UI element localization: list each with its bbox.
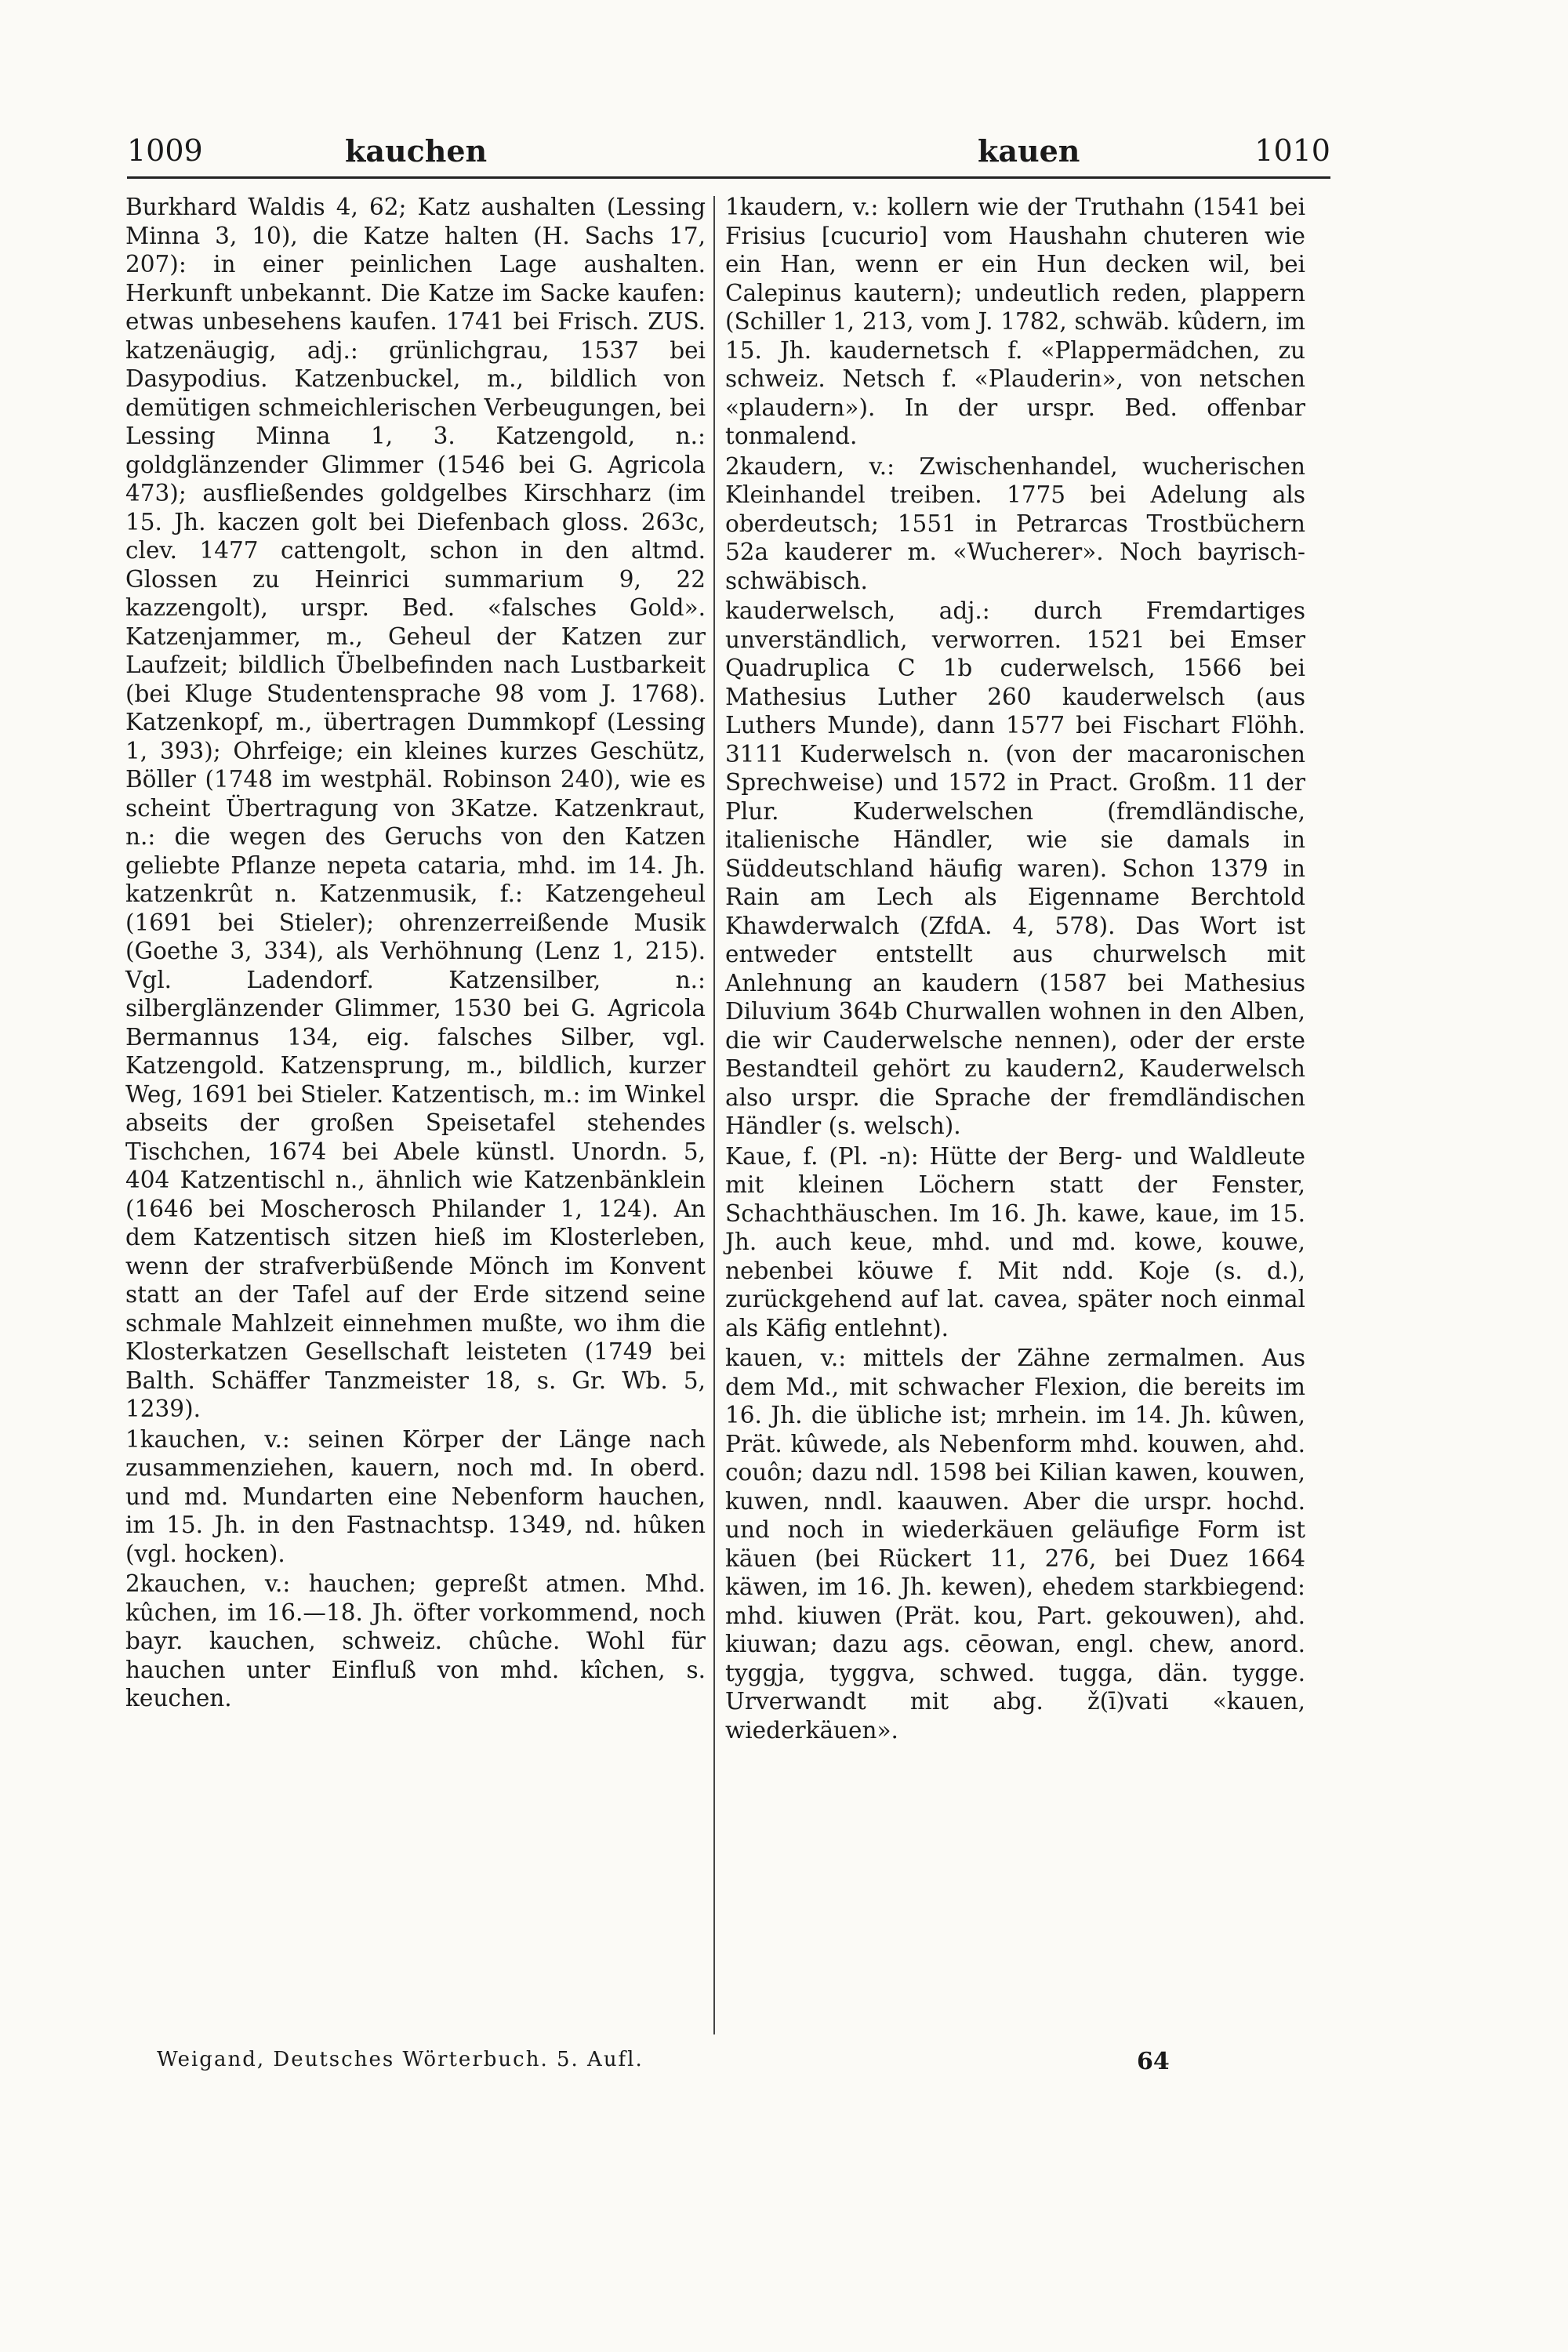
entry-kauen: kauen, v.: mittels der Zähne zermalmen. Aus dem Md., mit schwacher Flexion, die bereits im 16. Jh. die übliche ist; mrhein. im 14. Jh. kûwen, Prät. kûwede, als Nebenform mhd. kouwen, ahd. couôn; dazu ndl. 1598 bei Kilian kawen, kouwen, kuwen, nndl. kaauwen. Aber die urspr. hochd. und noch in wiederkäuen geläufige Form ist käuen (bei Rückert 11, 276, bei Duez 1664 käwen, im 16. Jh. kewen), ehedem starkbiegend: mhd. kiuwen (Prät. kou, Part. gekouwen), ahd. kiuwan; dazu ags. cēowan, engl. chew, anord. tyggja, tyggva, schwed. tugga, dän. tygge. Urverwandt mit abg. ž(ī)vati «kauen, wiederkäuen». xyxy=(725,1345,1305,1744)
right-column xyxy=(725,193,1305,1744)
entry-kauchen-1: 1kauchen, v.: seinen Körper der Länge nach zusammenziehen, kauern, noch md. In oberd. und md. Mundarten eine Nebenform hauchen, im 15. Jh. in den Fastnachtsp. 1349, nd. hûken (vgl. hocken). xyxy=(125,1425,706,1567)
column-divider xyxy=(713,196,715,2034)
header-keyword-left: kauchen xyxy=(345,133,488,169)
footer-signature: 64 xyxy=(1137,2048,1170,2075)
header-keyword-right: kauen xyxy=(978,133,1080,169)
footer-source: Weigand, Deutsches Wörterbuch. 5. Aufl. xyxy=(157,2048,644,2071)
entry-kauchen-2: 2kauchen, v.: hauchen; gepreßt atmen. Mhd. kûchen, im 16.—18. Jh. öfter vorkommend, noch bayr. kauchen, schweiz. chûche. Wohl für hauchen unter Einfluß von mhd. kîchen, s. keuchen. xyxy=(125,1570,706,1711)
page-number-left: 1009 xyxy=(127,133,203,168)
entry-kauderwelsch: kauderwelsch, adj.: durch Fremdartiges unverständlich, verworren. 1521 bei Emser Quadruplica C 1b cuderwelsch, 1566 bei Mathesius Luther 260 kauderwelsch (aus Luthers Munde), dann 1577 bei Fischart Flöhh. 3111 Kuderwelsch n. (von der macaronischen Sprechweise) und 1572 in Pract. Großm. 11 der Plur. Kuderwelschen (fremdländische, italienische Händler, wie sie damals in Süddeutschland häufig waren). Schon 1379 in Rain am Lech als Eigenname Berchtold Khawderwalch (ZfdA. 4, 578). Das Wort ist entweder entstellt aus churwelsch mit Anlehnung an kaudern (1587 bei Mathesius Diluvium 364b Churwallen wohnen in den Alben, die wir Cauderwelsche nennen), oder der erste Bestandteil gehört zu kaudern2, Kauderwelsch also urspr. die Sprache der fremdländischen Händler (s. welsch). xyxy=(725,597,1305,1139)
entry-katze-continuation: Burkhard Waldis 4, 62; Katz aushalten (Lessing Minna 3, 10), die Katze halten (H. Sachs 17, 207): in einer peinlichen Lage aushalten. Herkunft unbekannt. Die Katze im Sacke kaufen: etwas unbesehens kaufen. 1741 bei Frisch. ZUS. katzenäugig, adj.: grünlichgrau, 1537 bei Dasypodius. Katzenbuckel, m., bildlich von demütigen schmeichlerischen Verbeugungen, bei Lessing Minna 1, 3. Katzengold, n.: goldglänzender Glimmer (1546 bei G. Agricola 473); ausfließendes goldgelbes Kirschharz (im 15. Jh. kaczen golt bei Diefenbach gloss. 263c, clev. 1477 cattengolt, schon in den altmd. Glossen zu Heinrici summarium 9, 22 kazzengolt), urspr. Bed. «falsches Gold». Katzenjammer, m., Geheul der Katzen zur Laufzeit; bildlich Übelbefinden nach Lustbarkeit (bei Kluge Studentensprache 98 vom J. 1768). Katzenkopf, m., übertragen Dummkopf (Lessing 1, 393); Ohrfeige; ein kleines kurzes Geschütz, Böller (1748 im westphäl. Robinson 240), wie es scheint Übertragung von 3Katze. Katzenkraut, n.: die wegen des Geruchs von den Katzen geliebte Pflanze nepeta cataria, mhd. im 14. Jh. katzenkrût n. Katzenmusik, f.: Katzengeheul (1691 bei Stieler); ohrenzerreißende Musik (Goethe 3, 334), als Verhöhnung (Lenz 1, 215). Vgl. Ladendorf. Katzensilber, n.: silberglänzender Glimmer, 1530 bei G. Agricola Bermannus 134, eig. falsches Silber, vgl. Katzengold. Katzensprung, m., bildlich, kurzer Weg, 1691 bei Stieler. Katzentisch, m.: im Winkel abseits der großen Speisetafel stehendes Tischchen, 1674 bei Abele künstl. Unordn. 5, 404 Katzentischl n., ähnlich wie Katzenbänklein (1646 bei Moscherosch Philander 1, 124). An dem Katzentisch sitzen hieß im Klosterleben, wenn der strafverbüßende Mönch im Konvent statt an der Tafel auf der Erde sitzend seine schmale Mahlzeit einnehmen mußte, wo ihm die Klosterkatzen Gesellschaft leisteten (1749 bei Balth. Schäffer Tanzmeister 18, s. Gr. Wb. 5, 1239). xyxy=(125,194,706,1422)
entry-kaue: Kaue, f. (Pl. -n): Hütte der Berg- und Waldleute mit kleinen Löchern statt der Fenster, Schachthäuschen. Im 16. Jh. kawe, kaue, im 15. Jh. auch keue, mhd. und md. kowe, kouwe, nebenbei köuwe f. Mit ndd. Koje (s. d.), zurückgehend auf lat. cavea, später noch einmal als Käfig entlehnt). xyxy=(725,1142,1305,1341)
entry-kaudern-1: 1kaudern, v.: kollern wie der Truthahn (1541 bei Frisius [cucurio] vom Haushahn chuteren wie ein Han, wenn er ein Hun decken wil, bei Calepinus kautern); undeutlich reden, plappern (Schiller 1, 213, vom J. 1782, schwäb. kûdern, im 15. Jh. kaudernetsch f. «Plappermädchen, zu schweiz. Netsch f. «Plauderin», von netschen «plaudern»). In der urspr. Bed. offenbar tonmalend. xyxy=(725,194,1305,449)
left-column xyxy=(125,193,706,1713)
page-footer xyxy=(125,2048,1325,2079)
header-rule xyxy=(127,176,1330,179)
entry-kaudern-2: 2kaudern, v.: Zwischenhandel, wucherischen Kleinhandel treiben. 1775 bei Adelung als oberdeutsch; 1551 in Petrarcas Trostbüchern 52a kauderer m. «Wucherer». Noch bayrisch-schwäbisch. xyxy=(725,452,1305,594)
page-number-right: 1010 xyxy=(1254,133,1330,168)
running-header xyxy=(127,133,1330,180)
